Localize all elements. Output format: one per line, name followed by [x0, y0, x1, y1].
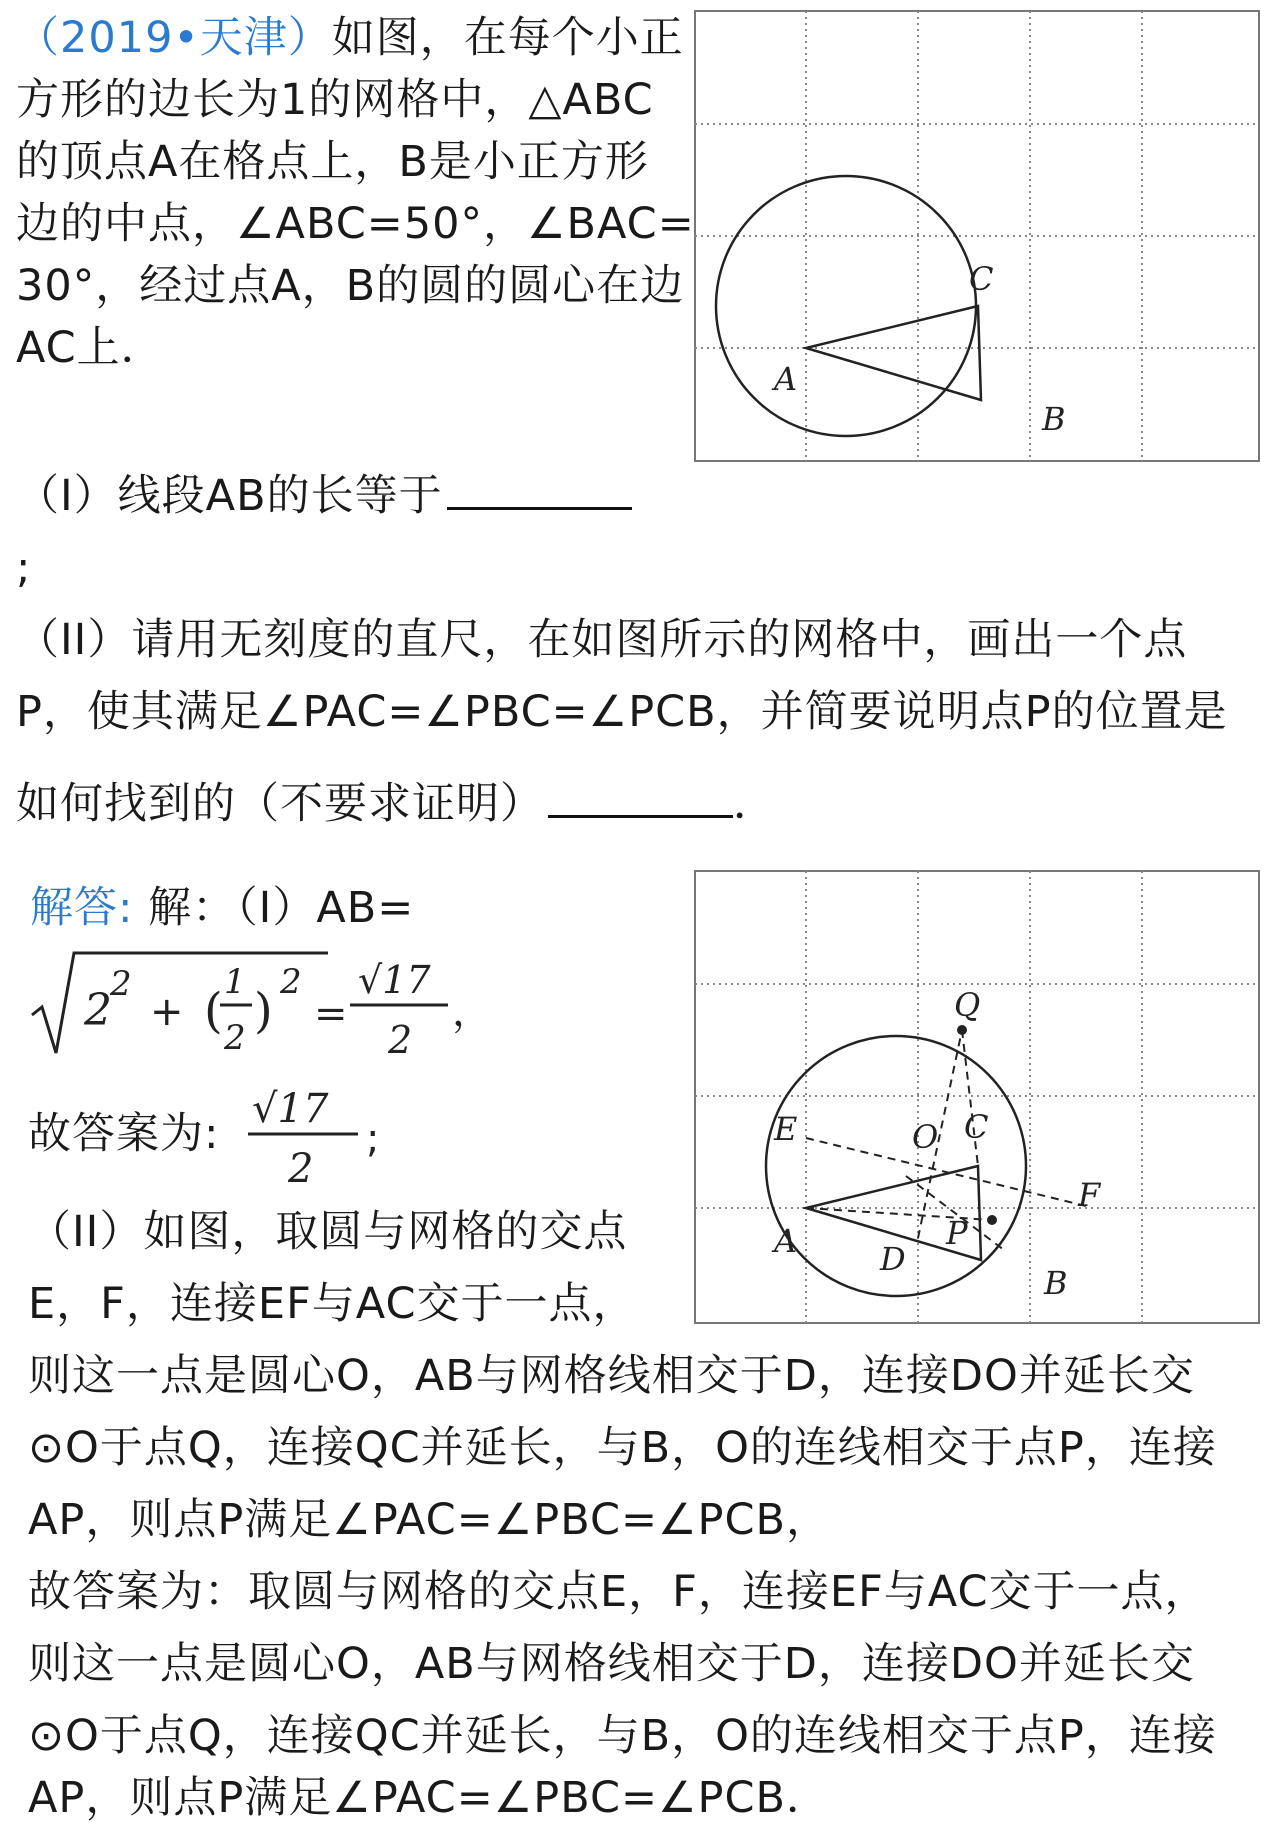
- answer-part2-line-2: E，F，连接EF与AC交于一点，: [28, 1279, 637, 1329]
- fig1-label-c: C: [969, 260, 994, 298]
- answer-label: 解答:: [30, 883, 134, 933]
- fig2-label-o: O: [912, 1118, 939, 1156]
- point-p-dot: [987, 1215, 997, 1225]
- svg-text:√17: √17: [252, 1086, 329, 1132]
- answer-line-1: [30, 872, 414, 944]
- svg-text:;: ;: [366, 1116, 380, 1162]
- svg-text:2: 2: [280, 962, 302, 1002]
- fig2-label-f: F: [1078, 1176, 1101, 1214]
- answer-part2-line-9: AP，则点P满足∠PAC=∠PBC=∠PCB．: [28, 1773, 830, 1823]
- part2-line-2: P，使其满足∠PAC=∠PBC=∠PCB，并简要说明点P的位置是: [16, 687, 1228, 737]
- fig2-label-p: P: [946, 1214, 968, 1252]
- fig1-label-a: A: [774, 360, 798, 398]
- fig2-label-e: E: [774, 1110, 798, 1148]
- question-line-6: AC上．: [16, 323, 165, 373]
- question-text-1: 如图，在每个小正: [331, 13, 684, 63]
- part2-end: ．: [733, 779, 777, 829]
- svg-text:): ): [254, 983, 273, 1039]
- part1-blank: [447, 471, 632, 510]
- question-line-4: 边的中点，∠ABC=50°，∠BAC=: [16, 199, 695, 249]
- svg-text:=: =: [314, 991, 348, 1037]
- fig1-label-b: B: [1042, 400, 1066, 438]
- fig2-label-b: B: [1044, 1264, 1068, 1302]
- fig2-label-q: Q: [954, 986, 981, 1024]
- svg-text:2: 2: [224, 1018, 246, 1058]
- figure-2: [694, 870, 1260, 1324]
- answer-part2-line-5: AP，则点P满足∠PAC=∠PBC=∠PCB，: [28, 1495, 830, 1545]
- question-line-2: 方形的边长为1的网格中，△ABC: [16, 75, 654, 125]
- part2-line-1: （II）请用无刻度的直尺，在如图所示的网格中，画出一个点: [16, 615, 1188, 665]
- part2-line-3: [16, 768, 777, 840]
- ab-formula-svg: [28, 945, 488, 1065]
- so-answer-row: [28, 1070, 448, 1200]
- svg-text:+: +: [150, 989, 184, 1035]
- svg-text:√17: √17: [358, 958, 431, 1002]
- svg-text:2: 2: [288, 1146, 314, 1192]
- figure-1: [694, 10, 1260, 462]
- part2-text-3: 如何找到的（不要求证明）: [16, 779, 544, 829]
- part1-end: ;: [16, 543, 32, 593]
- part2-blank: [548, 779, 733, 818]
- ab-formula: [28, 945, 488, 1065]
- fig2-label-d: D: [880, 1240, 906, 1278]
- fig2-label-a: A: [774, 1222, 798, 1260]
- svg-text:1: 1: [224, 962, 246, 1002]
- fig2-label-c: C: [964, 1108, 989, 1146]
- point-q-dot: [957, 1025, 967, 1035]
- so-answer-fraction: [248, 1070, 418, 1200]
- svg-text:2: 2: [110, 964, 132, 1004]
- answer-part2-line-6: 故答案为：取圆与网格的交点E，F，连接EF与AC交于一点，: [28, 1567, 1209, 1617]
- answer-part2-line-7: 则这一点是圆心O，AB与网格线相交于D，连接DO并延长交: [28, 1639, 1195, 1689]
- question-source: （2019•天津）: [16, 13, 332, 63]
- svg-text:(: (: [204, 983, 223, 1039]
- question-line-3: 的顶点A在格点上，B是小正方形: [16, 137, 649, 187]
- svg-text:，: ，: [452, 989, 488, 1035]
- part1-text: （I）线段AB的长等于: [16, 471, 443, 521]
- svg-text:2: 2: [84, 985, 112, 1036]
- answer-part2-line-4: ⊙O于点Q，连接QC并延长，与B，O的连线相交于点P，连接: [28, 1423, 1217, 1473]
- so-answer-text: 故答案为:: [28, 1109, 220, 1159]
- svg-text:2: 2: [388, 1018, 413, 1062]
- answer-part2-line-3: 则这一点是圆心O，AB与网格线相交于D，连接DO并延长交: [28, 1351, 1195, 1401]
- answer-part2-line-8: ⊙O于点Q，连接QC并延长，与B，O的连线相交于点P，连接: [28, 1711, 1217, 1761]
- question-line-5: 30°，经过点A，B的圆的圆心在边: [16, 261, 685, 311]
- answer-part2-line-1: （II）如图，取圆与网格的交点: [28, 1207, 628, 1257]
- answer-intro: 解：（I）AB=: [148, 883, 415, 933]
- part1-line: [16, 460, 632, 532]
